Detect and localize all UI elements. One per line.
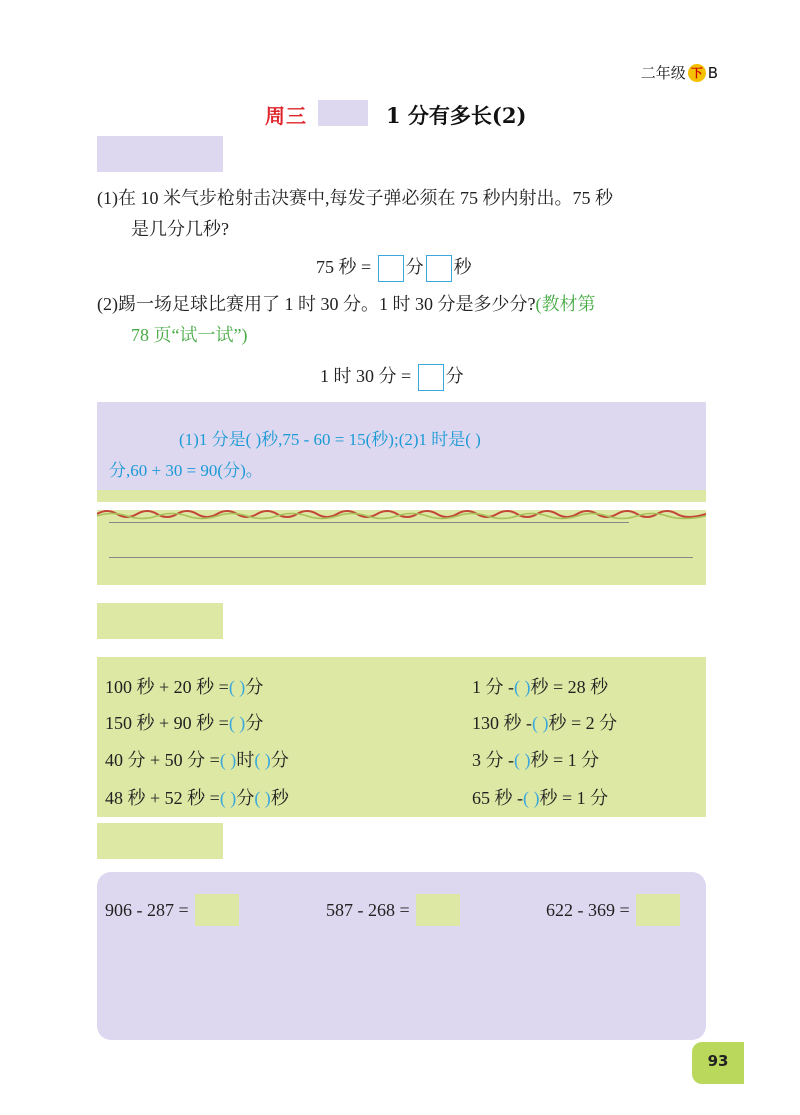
q1-minutes-box[interactable] [378, 255, 404, 282]
torn-paper-edge [97, 502, 706, 522]
calc-expression: 1 分 - [472, 677, 514, 697]
q1-eq-left: 75 秒 = [316, 257, 372, 277]
hint-line-2: 分,60 + 30 = 90(分)。 [109, 461, 263, 480]
title-row [0, 100, 800, 128]
calc-expression: 40 分 + 50 分 = [105, 750, 220, 770]
q2-eq-left: 1 时 30 分 = [320, 366, 412, 386]
answer-box[interactable] [416, 894, 460, 926]
section-label-1 [97, 136, 223, 172]
calc-right-row [472, 673, 608, 699]
answer-blank[interactable]: ( ) [254, 750, 271, 770]
grade-text: 二年级 [640, 64, 686, 82]
calc-left-row [105, 709, 263, 735]
q1-line2: 是几分几秒? [131, 219, 229, 239]
subtraction-expression: 587 - 268 = [326, 899, 410, 920]
q1-seconds-box[interactable] [426, 255, 452, 282]
question-2 [97, 289, 717, 351]
calc-expression: 130 秒 - [472, 713, 532, 733]
edition-text: B [707, 63, 718, 82]
hint-line-1: (1)1 分是( )秒,75 - 60 = 15(秒);(2)1 时是( ) [179, 430, 481, 449]
day-label: 周三 [265, 104, 307, 128]
volume-badge: 下 [688, 64, 706, 82]
subtraction-item [546, 894, 680, 926]
calc-panel [97, 657, 706, 817]
calc-right-row [472, 709, 617, 735]
q2-answer-box[interactable] [418, 364, 444, 391]
calc-left-row [105, 746, 289, 772]
q2-reference-1: (教材第 [535, 294, 596, 314]
answer-blank[interactable]: ( ) [514, 677, 531, 697]
calc-expression: 100 秒 + 20 秒 = [105, 677, 229, 697]
q2-equation [320, 361, 464, 392]
q1-unit-minutes: 分 [405, 257, 424, 277]
calc-expression: 48 秒 + 52 秒 = [105, 788, 220, 808]
subtraction-item [105, 894, 239, 926]
page-number: 93 [692, 1042, 744, 1084]
hint-panel [97, 402, 706, 585]
answer-blank[interactable]: ( ) [219, 750, 237, 770]
answer-box[interactable] [195, 894, 239, 926]
answer-box[interactable] [636, 894, 680, 926]
calc-result: 秒 = 2 分 [548, 713, 618, 733]
q2-unit: 分 [445, 366, 464, 386]
write-line-1[interactable] [109, 522, 629, 523]
calc-left-row [105, 673, 263, 699]
answer-blank[interactable]: ( ) [532, 713, 549, 733]
answer-blank[interactable]: ( ) [514, 750, 531, 770]
subtraction-expression: 906 - 287 = [105, 899, 189, 920]
unit: 时 [236, 750, 255, 770]
answer-blank[interactable]: ( ) [523, 788, 540, 808]
subtraction-panel [97, 872, 706, 1040]
q1-equation [316, 252, 472, 283]
calc-expression: 3 分 - [472, 750, 514, 770]
hint-text [109, 424, 699, 486]
write-line-2[interactable] [109, 557, 693, 558]
section-label-3 [97, 823, 223, 859]
day-tag-box [318, 100, 368, 126]
answer-blank[interactable]: ( ) [228, 677, 246, 697]
subtraction-expression: 622 - 369 = [546, 899, 630, 920]
calc-expression: 150 秒 + 90 秒 = [105, 713, 229, 733]
unit: 秒 [270, 788, 289, 808]
answer-blank[interactable]: ( ) [228, 713, 246, 733]
calc-left-row [105, 784, 289, 810]
q1-unit-seconds: 秒 [453, 257, 472, 277]
unit: 分 [245, 677, 264, 697]
q2-reference-2: 78 页“试一试”) [131, 325, 248, 345]
section-label-2 [97, 603, 223, 639]
calc-right-row [472, 746, 599, 772]
grade-label [641, 62, 718, 83]
calc-result: 秒 = 1 分 [530, 750, 600, 770]
q2-line1: (2)踢一场足球比赛用了 1 时 30 分。1 时 30 分是多少分? [97, 294, 536, 314]
unit: 分 [236, 788, 255, 808]
lesson-title: 1 分有多长(2) [386, 103, 527, 128]
calc-result: 秒 = 28 秒 [530, 677, 609, 697]
q1-line1: (1)在 10 米气步枪射击决赛中,每发子弹必须在 75 秒内射出。75 秒 [97, 188, 613, 208]
unit: 分 [270, 750, 289, 770]
calc-right-row [472, 784, 608, 810]
calc-expression: 65 秒 - [472, 788, 523, 808]
calc-result: 秒 = 1 分 [539, 788, 609, 808]
question-1 [97, 183, 717, 245]
answer-blank[interactable]: ( ) [254, 788, 271, 808]
subtraction-item [326, 894, 460, 926]
unit: 分 [245, 713, 264, 733]
answer-blank[interactable]: ( ) [219, 788, 237, 808]
